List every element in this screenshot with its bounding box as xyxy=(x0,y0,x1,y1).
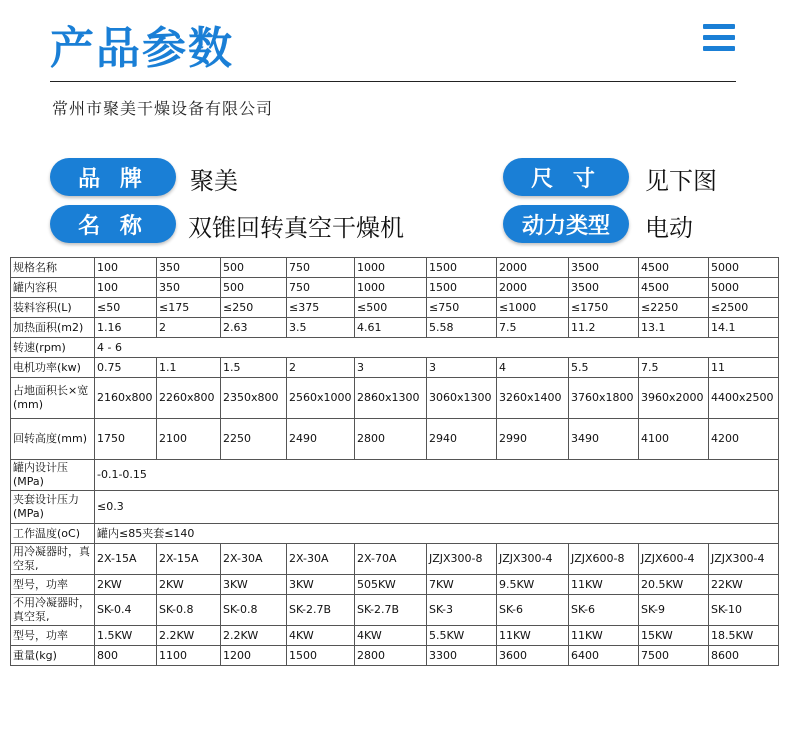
title-divider xyxy=(50,81,736,82)
table-cell: 3500 xyxy=(569,278,639,298)
table-cell: 3KW xyxy=(287,575,355,595)
table-cell: 505KW xyxy=(355,575,427,595)
table-cell: 11KW xyxy=(569,575,639,595)
table-cell: 4KW xyxy=(355,626,427,646)
table-row xyxy=(11,460,779,491)
table-cell: 1500 xyxy=(287,646,355,666)
table-row xyxy=(11,575,779,595)
table-cell: 罐内≤85夹套≤140 xyxy=(95,524,779,544)
table-cell: 1500 xyxy=(427,258,497,278)
table-cell: 350 xyxy=(157,278,221,298)
table-cell: SK-2.7B xyxy=(355,595,427,626)
table-cell: 5.58 xyxy=(427,318,497,338)
table-cell: 2X-15A xyxy=(157,544,221,575)
table-cell: 2000 xyxy=(497,278,569,298)
table-cell: 1000 xyxy=(355,278,427,298)
page-title: 产品参数 xyxy=(50,23,234,74)
size-label: 尺 寸 xyxy=(503,158,629,196)
table-cell: 0.75 xyxy=(95,358,157,378)
name-label: 名 称 xyxy=(50,205,176,243)
table-cell: ≤175 xyxy=(157,298,221,318)
table-cell: 8600 xyxy=(709,646,779,666)
table-cell: 2800 xyxy=(355,646,427,666)
table-cell: SK-2.7B xyxy=(287,595,355,626)
table-cell: 4400x2500 xyxy=(709,378,779,419)
table-cell: 20.5KW xyxy=(639,575,709,595)
table-cell: 4100 xyxy=(639,419,709,460)
table-cell: 1750 xyxy=(95,419,157,460)
table-cell: 3 xyxy=(355,358,427,378)
table-cell: 11.2 xyxy=(569,318,639,338)
table-cell: 7500 xyxy=(639,646,709,666)
power-label: 动力类型 xyxy=(503,205,629,243)
table-cell: ≤50 xyxy=(95,298,157,318)
table-cell: 3060x1300 xyxy=(427,378,497,419)
table-cell: 1.5KW xyxy=(95,626,157,646)
table-cell: 2X-30A xyxy=(221,544,287,575)
table-cell: 2KW xyxy=(95,575,157,595)
table-cell: 3.5 xyxy=(287,318,355,338)
table-cell: 5000 xyxy=(709,278,779,298)
table-cell: 2160x800 xyxy=(95,378,157,419)
table-cell: 2990 xyxy=(497,419,569,460)
table-cell: JZJX600-8 xyxy=(569,544,639,575)
table-row xyxy=(11,419,779,460)
table-cell: 1.1 xyxy=(157,358,221,378)
table-cell: 3KW xyxy=(221,575,287,595)
table-cell: 4 - 6 xyxy=(95,338,779,358)
table-cell: 3490 xyxy=(569,419,639,460)
table-cell: 5.5KW xyxy=(427,626,497,646)
table-cell: 4200 xyxy=(709,419,779,460)
table-cell: SK-9 xyxy=(639,595,709,626)
table-cell: JZJX300-8 xyxy=(427,544,497,575)
table-cell: 5000 xyxy=(709,258,779,278)
row-label: 夹套设计压力(MPa) xyxy=(11,491,95,524)
table-cell: 4KW xyxy=(287,626,355,646)
table-cell: 11KW xyxy=(497,626,569,646)
menu-icon[interactable] xyxy=(703,24,735,54)
table-cell: ≤500 xyxy=(355,298,427,318)
table-cell: 2560x1000 xyxy=(287,378,355,419)
table-cell: 22KW xyxy=(709,575,779,595)
row-label: 规格名称 xyxy=(11,258,95,278)
table-row xyxy=(11,524,779,544)
table-cell: 2860x1300 xyxy=(355,378,427,419)
row-label: 电机功率(kw) xyxy=(11,358,95,378)
name-value: 双锥回转真空干燥机 xyxy=(188,214,404,242)
table-cell: ≤1000 xyxy=(497,298,569,318)
table-cell: 2800 xyxy=(355,419,427,460)
table-cell: ≤375 xyxy=(287,298,355,318)
table-cell: JZJX300-4 xyxy=(709,544,779,575)
table-cell: 3260x1400 xyxy=(497,378,569,419)
table-cell: 2000 xyxy=(497,258,569,278)
table-cell: ≤250 xyxy=(221,298,287,318)
table-cell: ≤2250 xyxy=(639,298,709,318)
table-cell: SK-0.4 xyxy=(95,595,157,626)
brand-value: 聚美 xyxy=(190,167,238,195)
row-label: 型号，功率 xyxy=(11,575,95,595)
table-cell: 15KW xyxy=(639,626,709,646)
table-cell: 2KW xyxy=(157,575,221,595)
table-cell: 2.63 xyxy=(221,318,287,338)
table-row xyxy=(11,258,779,278)
table-cell: 6400 xyxy=(569,646,639,666)
table-row xyxy=(11,595,779,626)
row-label: 工作温度(oC) xyxy=(11,524,95,544)
table-cell: 2.2KW xyxy=(157,626,221,646)
table-cell: 7.5 xyxy=(639,358,709,378)
table-cell: 350 xyxy=(157,258,221,278)
spec-table xyxy=(10,257,779,666)
table-cell: 2100 xyxy=(157,419,221,460)
table-cell: 4 xyxy=(497,358,569,378)
row-label: 加热面积(m2) xyxy=(11,318,95,338)
table-cell: 100 xyxy=(95,278,157,298)
table-cell: JZJX300-4 xyxy=(497,544,569,575)
table-cell: 2260x800 xyxy=(157,378,221,419)
table-cell: 11 xyxy=(709,358,779,378)
table-cell: 7KW xyxy=(427,575,497,595)
row-label: 罐内设计压(MPa) xyxy=(11,460,95,491)
table-cell: 4500 xyxy=(639,258,709,278)
table-cell: 3760x1800 xyxy=(569,378,639,419)
table-cell: JZJX600-4 xyxy=(639,544,709,575)
table-cell: ≤1750 xyxy=(569,298,639,318)
row-label: 转速(rpm) xyxy=(11,338,95,358)
table-row xyxy=(11,646,779,666)
table-cell: 800 xyxy=(95,646,157,666)
table-row xyxy=(11,544,779,575)
table-cell: 2250 xyxy=(221,419,287,460)
table-row xyxy=(11,491,779,524)
table-cell: SK-0.8 xyxy=(221,595,287,626)
table-cell: SK-6 xyxy=(497,595,569,626)
table-cell: 3 xyxy=(427,358,497,378)
table-cell: 2X-30A xyxy=(287,544,355,575)
table-cell: 100 xyxy=(95,258,157,278)
table-row xyxy=(11,358,779,378)
table-cell: 2 xyxy=(287,358,355,378)
size-value: 见下图 xyxy=(645,167,717,195)
table-cell: 3600 xyxy=(497,646,569,666)
table-cell: -0.1-0.15 xyxy=(95,460,779,491)
row-label: 不用冷凝器时，真空泵, xyxy=(11,595,95,626)
table-cell: 1500 xyxy=(427,278,497,298)
table-cell: 2490 xyxy=(287,419,355,460)
table-row xyxy=(11,626,779,646)
company-name: 常州市聚美干燥设备有限公司 xyxy=(52,99,274,118)
table-cell: 3960x2000 xyxy=(639,378,709,419)
table-cell: 1100 xyxy=(157,646,221,666)
table-cell: 2X-15A xyxy=(95,544,157,575)
table-cell: 2350x800 xyxy=(221,378,287,419)
table-cell: 4.61 xyxy=(355,318,427,338)
table-cell: 500 xyxy=(221,258,287,278)
table-cell: 18.5KW xyxy=(709,626,779,646)
table-cell: 11KW xyxy=(569,626,639,646)
table-cell: 750 xyxy=(287,278,355,298)
table-cell: SK-0.8 xyxy=(157,595,221,626)
table-row xyxy=(11,298,779,318)
table-cell: 13.1 xyxy=(639,318,709,338)
table-cell: SK-10 xyxy=(709,595,779,626)
table-cell: SK-3 xyxy=(427,595,497,626)
power-value: 电动 xyxy=(645,214,693,242)
table-cell: 2 xyxy=(157,318,221,338)
table-cell: ≤750 xyxy=(427,298,497,318)
table-cell: SK-6 xyxy=(569,595,639,626)
table-row xyxy=(11,278,779,298)
table-cell: 1000 xyxy=(355,258,427,278)
table-cell: 2X-70A xyxy=(355,544,427,575)
table-cell: 5.5 xyxy=(569,358,639,378)
table-cell: 2.2KW xyxy=(221,626,287,646)
row-label: 装料容积(L) xyxy=(11,298,95,318)
brand-label: 品 牌 xyxy=(50,158,176,196)
row-label: 罐内容积 xyxy=(11,278,95,298)
table-row xyxy=(11,378,779,419)
table-cell: 3300 xyxy=(427,646,497,666)
row-label: 占地面积长×宽(mm) xyxy=(11,378,95,419)
table-cell: 1.5 xyxy=(221,358,287,378)
table-row xyxy=(11,338,779,358)
row-label: 重量(kg) xyxy=(11,646,95,666)
table-cell: ≤2500 xyxy=(709,298,779,318)
table-cell: 7.5 xyxy=(497,318,569,338)
row-label: 用冷凝器时，真空泵, xyxy=(11,544,95,575)
table-cell: 2940 xyxy=(427,419,497,460)
table-cell: 4500 xyxy=(639,278,709,298)
table-cell: ≤0.3 xyxy=(95,491,779,524)
table-cell: 750 xyxy=(287,258,355,278)
row-label: 型号，功率 xyxy=(11,626,95,646)
table-cell: 3500 xyxy=(569,258,639,278)
table-cell: 1200 xyxy=(221,646,287,666)
row-label: 回转高度(mm) xyxy=(11,419,95,460)
table-cell: 9.5KW xyxy=(497,575,569,595)
table-cell: 1.16 xyxy=(95,318,157,338)
table-cell: 14.1 xyxy=(709,318,779,338)
table-row xyxy=(11,318,779,338)
table-cell: 500 xyxy=(221,278,287,298)
